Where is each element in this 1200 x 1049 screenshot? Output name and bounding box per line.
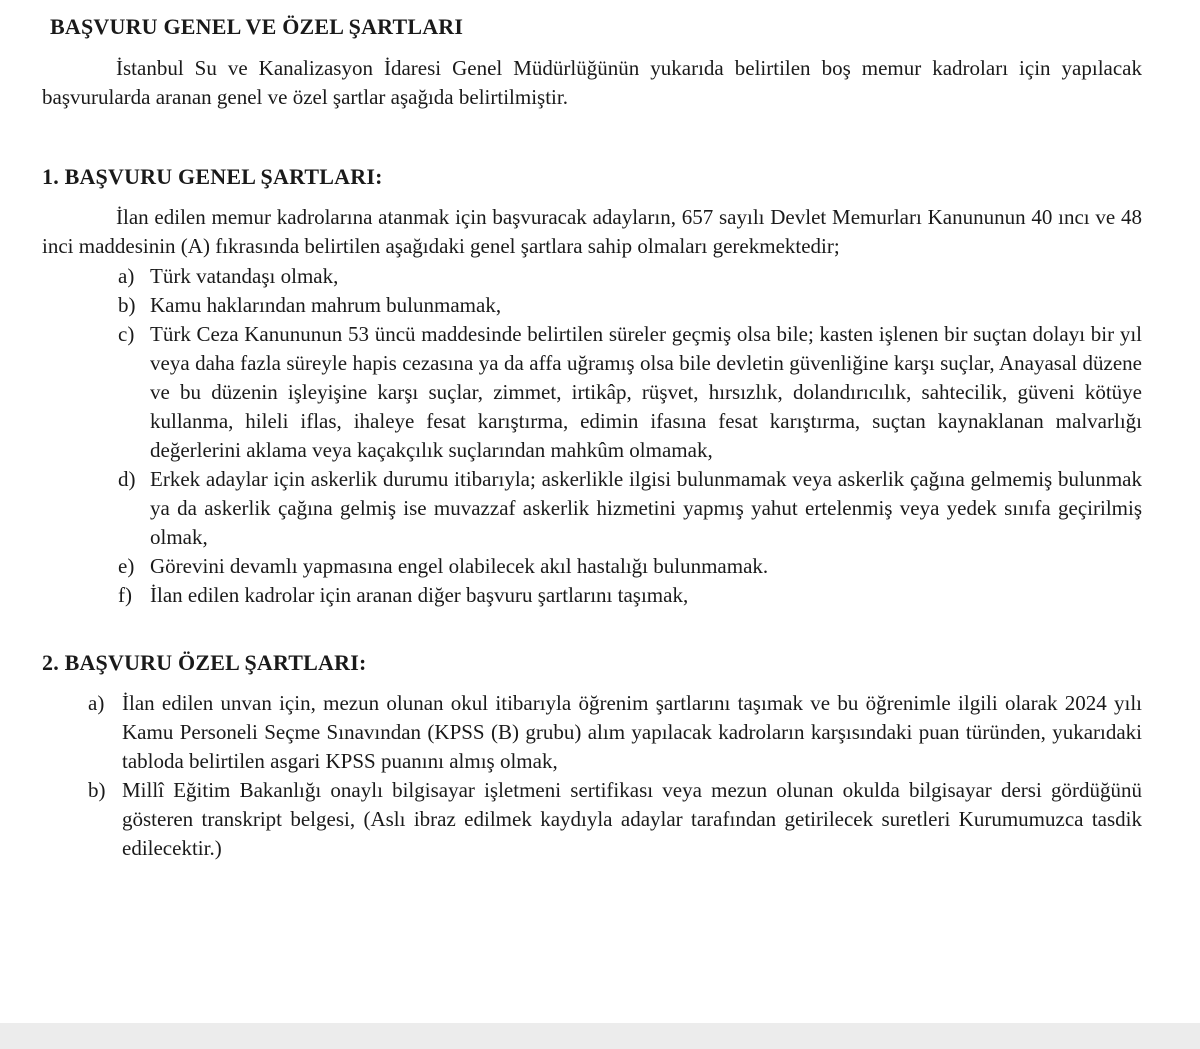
- list-item-marker: b): [88, 778, 106, 802]
- list-item-marker: a): [88, 691, 105, 715]
- section-1-paragraph: İlan edilen memur kadrolarına atanmak için başvuracak adayların, 657 sayılı Devlet Memurları Kanununun 40 ıncı ve 48 inci maddesinin (A) fıkrasında belirtilen aşağıdaki genel şartlara sahip olmaları gerekmektedir;: [42, 205, 1142, 258]
- list-item-marker: d): [118, 467, 136, 491]
- intro-paragraph: İstanbul Su ve Kanalizasyon İdaresi Genel Müdürlüğünün yukarıda belirtilen boş memur kadroları için yapılacak başvurularda aranan genel ve özel şartlar aşağıda belirtilmiştir.: [42, 56, 1142, 109]
- list-item-general-c: [118, 320, 1142, 465]
- list-item-text: Türk Ceza Kanununun 53 üncü maddesinde belirtilen süreler geçmiş olsa bile; kasten işlenen bir suçtan dolayı bir yıl veya daha fazla süreyle hapis cezasına ya da affa uğramış olsa bile devletin güvenliğine karşı suçlar, Anayasal düzene ve bu düzenin işleyişine karşı suçlar, zimmet, irtikâp, rüşvet, hırsızlık, dolandırıcılık, sahtecilik, güveni kötüye kullanma, hileli iflas, ihaleye fesat karıştırma, edimin ifasına fesat karıştırma, suçtan kaynaklanan malvarlığı değerlerini aklama veya kaçakçılık suçlarından mahkûm olmamak,: [150, 322, 1142, 462]
- general-conditions-list: [42, 262, 1142, 610]
- list-item-text: Millî Eğitim Bakanlığı onaylı bilgisayar işletmeni sertifikası veya mezun olunan okulda bilgisayar dersi gördüğünü gösteren transkript belgesi, (Aslı ibraz edilmek kaydıyla adaylar tarafından getirilecek suretleri Kurumumuzca tasdik edilecektir.): [122, 778, 1142, 860]
- list-item-text: Türk vatandaşı olmak,: [150, 264, 339, 288]
- list-item-special-a: [88, 689, 1142, 776]
- list-item-text: Görevini devamlı yapmasına engel olabilecek akıl hastalığı bulunmamak.: [150, 554, 769, 578]
- list-item-marker: e): [118, 554, 135, 578]
- list-item-special-b: [88, 776, 1142, 863]
- list-item-text: İlan edilen unvan için, mezun olunan okul itibarıyla öğrenim şartlarını taşımak ve bu öğrenimle ilgili olarak 2024 yılı Kamu Personeli Seçme Sınavından (KPSS (B) grubu) alım yapılacak kadroların karşısındaki puan türünden, yukarıdaki tabloda belirtilen asgari KPSS puanını almış olmak,: [122, 691, 1142, 773]
- list-item-general-f: [118, 581, 1142, 610]
- section-2-heading: 2. BAŞVURU ÖZEL ŞARTLARI:: [42, 650, 367, 675]
- list-item-marker: f): [118, 583, 132, 607]
- list-item-general-d: [118, 465, 1142, 552]
- list-item-text: İlan edilen kadrolar için aranan diğer başvuru şartlarını taşımak,: [150, 583, 689, 607]
- list-item-marker: b): [118, 293, 136, 317]
- list-item-text: Kamu haklarından mahrum bulunmamak,: [150, 293, 502, 317]
- list-item-marker: a): [118, 264, 135, 288]
- list-item-text: Erkek adaylar için askerlik durumu itibarıyla; askerlikle ilgisi bulunmamak veya askerlik çağına gelmemiş bulunmak ya da askerlik çağına gelmiş ise muvazzaf askerlik hizmetini yapmış yahut ertelenmiş veya yedek sınıfa geçirilmiş olmak,: [150, 467, 1142, 549]
- page-title: BAŞVURU GENEL VE ÖZEL ŞARTLARI: [50, 14, 464, 39]
- section-1-heading: 1. BAŞVURU GENEL ŞARTLARI:: [42, 164, 383, 189]
- list-item-general-e: [118, 552, 1142, 581]
- list-item-general-a: [118, 262, 1142, 291]
- list-item-marker: c): [118, 322, 135, 346]
- list-item-general-b: [118, 291, 1142, 320]
- special-conditions-list: [42, 689, 1142, 863]
- scan-edge-artifact: [0, 1023, 1200, 1049]
